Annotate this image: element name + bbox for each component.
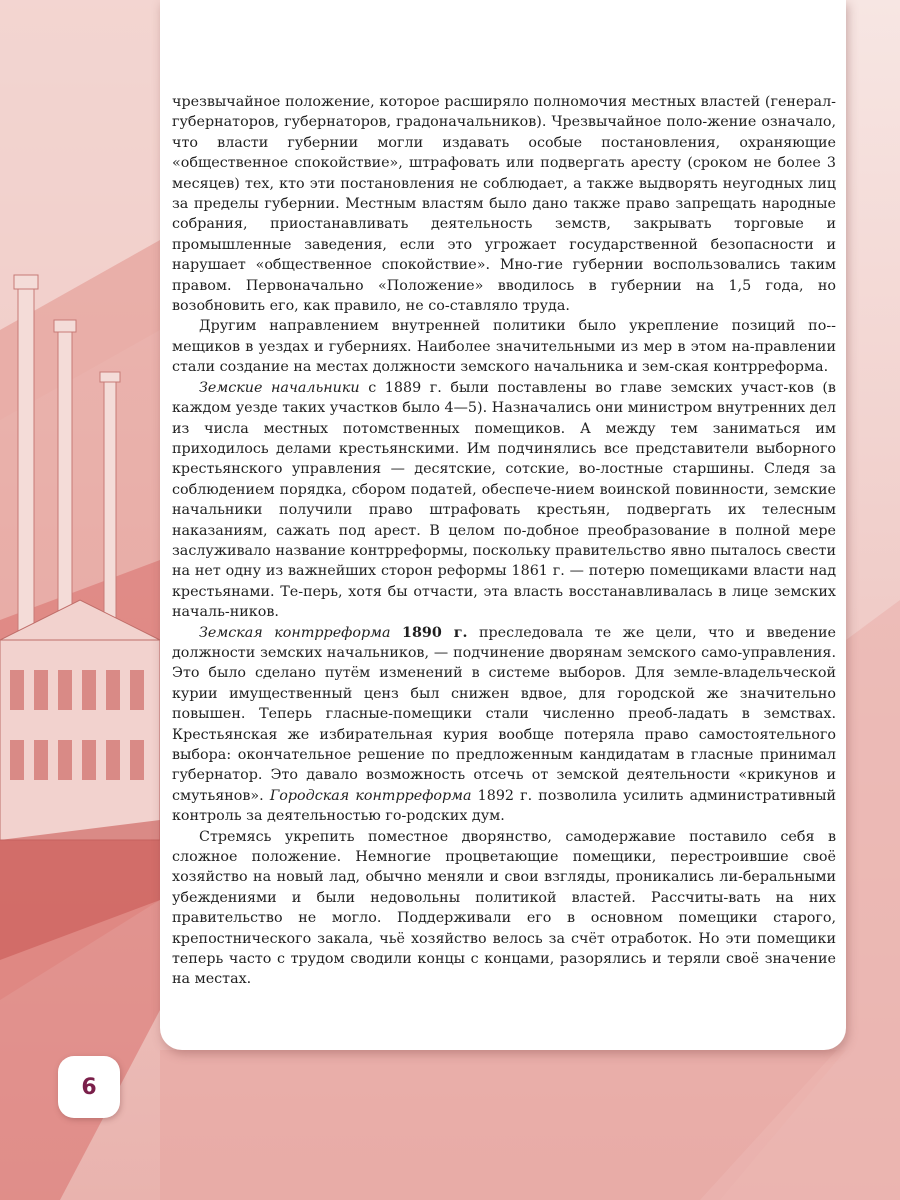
paragraph-5: Стремясь укрепить поместное дворянство, самодержавие поставило себя в сложное положение. Немногие процветающие помещики, перестроившие своё хозяйство на новый лад, обычно меняли и свои взгляды, проникались ли-беральными убеждениями и были недовольны политикой властей. Рассчиты-вать на них правительство не могло. Поддерживали его в основном помещики старого, крепостнического закала, чьё хозяйство велось за счёт отработок. Но эти помещики теперь часто с трудом сводили концы с концами, разорялись и теряли своё значение на местах. — [172, 828, 836, 988]
paragraph-4-end: 1892 г. позволила усилить административный контроль за деятельностью го-родских дум. — [172, 787, 836, 825]
page-number-badge — [58, 1056, 120, 1118]
term-zemskaya-kontrreforma: Земская контрреформа — [199, 624, 391, 641]
term-zemskie-nachalniki: Земские начальники — [199, 379, 360, 396]
page-number: 6 — [81, 1074, 97, 1100]
paragraph-1: чрезвычайное положение, которое расширяло полномочия местных властей (генерал-губернаторов, губернаторов, градоначальников). Чрезвычайное поло-жение означало, что власти губернии могли издавать особые постановления, охраняющие «общественное спокойствие», штрафовать или подвергать аресту (сроком не более 3 месяцев) тех, кто эти постановления не соблюдает, а также выдворять неугодных лиц за пределы губернии. Местным властям было дано также право запрещать народные собрания, приостанавливать деятельность земств, закрывать торговые и промышленные заведения, если это угрожает государственной безопасности и нарушает «общественное спокойствие». Мно-гие губернии воспользовались таким правом. Первоначально «Положение» вводилось в губернии на 1,5 года, но возобновить его, как правило, не со-ставляло труда. — [172, 94, 836, 315]
paragraph-4 — [172, 623, 836, 827]
paragraph-4-body: преследовала те же цели, что и введение должности земских начальников, — подчинение дворянам земского само-управления. Это было сделано путём изменений в системе выборов. Для земле-владельческой курии имущественный ценз был снижен вдвое, для городской же значительно повышен. Теперь гласные-помещики стали численно преоб-ладать в земствах. Крестьянская же избирательная курия вообще потеряла право самостоятельного выбора: окончательное решение по предложенным кандидатам в гласные принимал губернатор. Это давало возможность отсечь от земской деятельности «крикунов и смутьянов». — [172, 624, 836, 804]
paragraph-2: Другим направлением внутренней политики было укрепление позиций по-мещиков в уездах и губерниях. Наиболее значительными из мер в этом на-правлении стали создание на местах должности земского начальника и зем-ская контрреформа. — [172, 318, 836, 376]
paragraph-3-body: с 1889 г. были поставлены во главе земских участ-ков (в каждом уезде таких участков было 4—5). Назначались они министром внутренних дел из числа местных потомственных помещиков. А между тем заниматься им приходилось делами крестьянскими. Им подчинялись все представители выборного крестьянского управления — десятские, сотские, во-лостные старшины. Следя за соблюдением порядка, сбором податей, обеспече-нием воинской повинности, земские начальники получили право штрафовать крестьян, подвергать их телесным наказаниям, сажать под арест. В целом по-добное преобразование в полной мере заслуживало название контрреформы, поскольку правительство явно пыталось свести на нет одну из важнейших сторон реформы 1861 г. — потерю помещиками власти над крестьянами. Те-перь, хотя бы отчасти, эта власть восстанавливалась в лице земских началь-ников. — [172, 379, 836, 621]
year-1890: 1890 г. — [402, 624, 468, 641]
body-text — [172, 92, 836, 990]
term-gorodskaya-kontrreforma: Городская контрреформа — [269, 787, 472, 804]
paragraph-3 — [172, 378, 836, 623]
